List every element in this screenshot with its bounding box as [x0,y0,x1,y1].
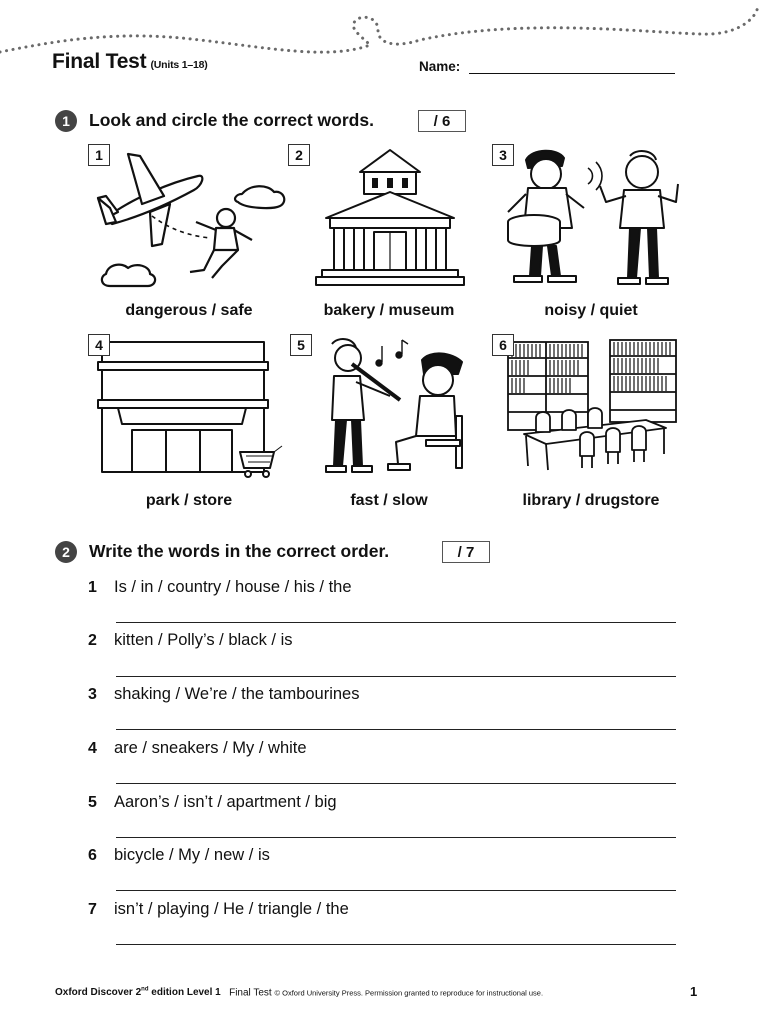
section-2-score-box: / 7 [442,541,490,563]
footer-publisher: Oxford Discover 2nd edition Level 1 [55,987,221,999]
drummer-and-listener-icon [496,146,686,288]
section-1-title: Look and circle the correct words. [89,110,374,130]
item-number-4: 4 [88,740,97,757]
item-number-3: 3 [88,686,97,703]
answer-line-2[interactable] [116,676,676,677]
section-2-title: Write the words in the correct order. [89,541,390,561]
item-number-7: 7 [88,901,97,918]
airplane-skydiver-icon [92,146,292,296]
item-prompt-7: isn’t / playing / He / triangle / the [114,900,349,918]
answer-line-6[interactable] [116,890,676,891]
item-number-6: 6 [88,847,97,864]
section-2-number-badge: 2 [55,541,77,563]
item-number-1: 1 [88,579,97,596]
footer-copyright: © Oxford University Press. Permission granted to reproduce for instructional use. [274,988,544,998]
footer [55,987,543,998]
name-label: Name: [419,59,461,74]
answer-line-3[interactable] [116,729,676,730]
answer-line-7[interactable] [116,944,676,945]
museum-building-icon [312,146,468,291]
page-number: 1 [690,984,698,999]
answer-line-4[interactable] [116,783,676,784]
item-prompt-3: shaking / We’re / the tambourines [114,685,360,703]
answer-line-5[interactable] [116,837,676,838]
picture-number-4: 4 [88,334,110,356]
picture-number-3: 3 [492,144,514,166]
answer-line-1[interactable] [116,622,676,623]
picture-number-1: 1 [88,144,110,166]
item-number-5: 5 [88,794,97,811]
section-1-number-badge: 1 [55,110,77,132]
item-prompt-2: kitten / Polly’s / black / is [114,631,293,649]
section-1-score-box: / 6 [418,110,466,132]
choice-5[interactable]: fast / slow [350,492,428,509]
name-field[interactable] [469,73,675,74]
flute-player-icon [312,336,472,478]
item-prompt-6: bicycle / My / new / is [114,846,270,864]
choice-2[interactable]: bakery / museum [323,302,455,319]
item-prompt-5: Aaron’s / isn’t / apartment / big [114,793,337,811]
item-prompt-1: Is / in / country / house / his / the [114,578,352,596]
footer-test-name: Final Test [229,987,272,999]
units-label: (Units 1–18) [150,59,208,71]
page-title [52,50,208,74]
item-prompt-4: are / sneakers / My / white [114,739,307,757]
picture-number-2: 2 [288,144,310,166]
picture-number-5: 5 [290,334,312,356]
picture-number-6: 6 [492,334,514,356]
item-number-2: 2 [88,632,97,649]
choice-3[interactable]: noisy / quiet [544,302,638,319]
storefront-icon [96,336,284,480]
library-shelves-icon [506,338,678,474]
choice-1[interactable]: dangerous / safe [125,302,253,319]
title-text: Final Test [52,50,147,73]
choice-4[interactable]: park / store [145,492,233,509]
choice-6[interactable]: library / drugstore [522,492,660,509]
